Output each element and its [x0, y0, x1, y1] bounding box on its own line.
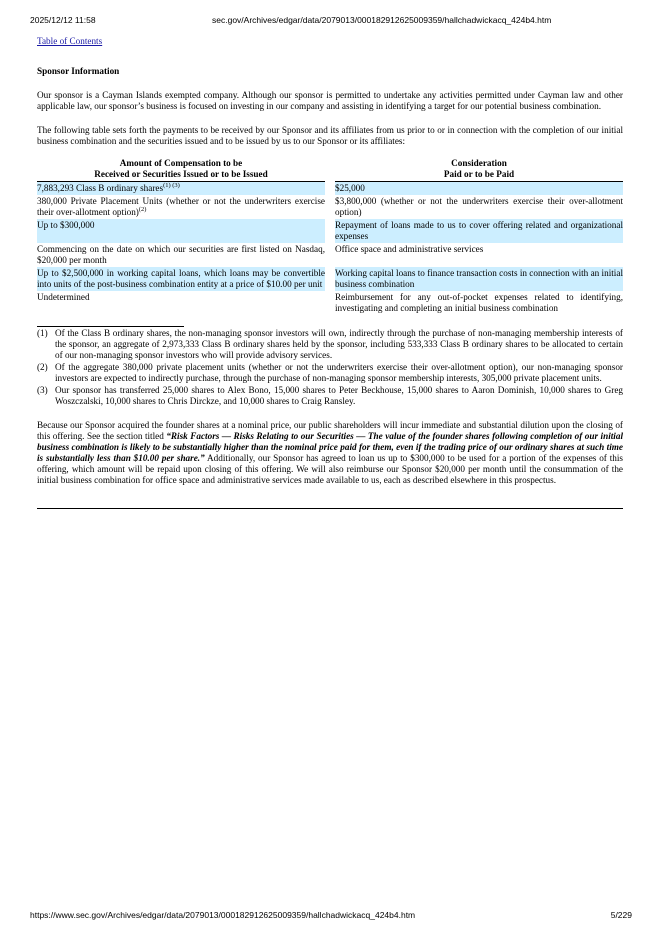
footnote: [37, 385, 623, 407]
page-end-divider: [37, 508, 623, 509]
table-cell: Up to $300,000: [37, 219, 325, 243]
compensation-table: [37, 158, 623, 315]
column-header-line: Paid or to be Paid: [443, 169, 515, 179]
footnote-divider: [37, 326, 184, 327]
dilution-paragraph: Because our Sponsor acquired the founder shares at a nominal price, our public shareholders will incur immediate and substantial dilution upon the closing of this offering. See the section titled “Risk Factors — Risks Relating to our Securities — The value of the founder shares following completion of our initial business combination is likely to be substantially higher than the nominal price paid for them, even if the trading price of our ordinary shares at such time is substantially less than $10.00 per share.” Additionally, our Sponsor has agreed to loan us up to $300,000 to be used for a portion of the expenses of this offering, which amount will be repaid upon closing of this offering. We will also reimburse our Sponsor $20,000 per month until the consummation of the initial business combination for office space and administrative services made available to us, each as described elsewhere in this prospectus.: [37, 420, 624, 485]
table-cell: Undetermined: [37, 292, 90, 302]
table-row: [37, 267, 623, 291]
print-timestamp: 2025/12/12 11:58: [30, 15, 96, 25]
document-body: [37, 36, 623, 509]
table-row: [37, 243, 623, 267]
table-cell: 380,000 Private Placement Units (whether or not the underwriters exercise their over-allotment option)$^{(2)}$: [37, 196, 325, 217]
column-header-consideration: [335, 158, 623, 182]
table-cell: $3,800,000 (whether or not the underwriters exercise their over-allotment option): [335, 196, 623, 217]
table-cell: Up to $2,500,000 in working capital loans, which loans may be convertible into units of the post-business combination entity at a price of $10.00 per unit: [37, 268, 325, 289]
footnote-text: Our sponsor has transferred 25,000 shares to Alex Bono, 15,000 shares to Peter Beckhouse, 15,000 shares to Aaron Dominish, 10,000 shares to Greg Woszczalski, 10,000 shares to Chris Dirckze, and 10,000 shares to Craig Ransley.: [55, 385, 623, 406]
footnote-number: (1): [37, 328, 48, 338]
section-heading: Sponsor Information: [37, 66, 120, 76]
footnote: [37, 328, 623, 361]
table-cell: $25,000: [335, 182, 623, 196]
table-cell: Office space and administrative services: [335, 244, 484, 254]
table-cell: Repayment of loans made to us to cover offering related and organizational expenses: [335, 220, 623, 241]
table-row: [37, 291, 623, 315]
table-row: [37, 219, 623, 243]
table-cell: Working capital loans to finance transaction costs in connection with an initial business combination: [335, 268, 623, 289]
footnote-number: (2): [37, 362, 48, 372]
table-row: [37, 182, 623, 196]
risk-factor-reference: “Risk Factors — Risks Relating to our Securities — The value of the founder shares following completion of our initial business combination is likely to be substantially higher than the nominal price paid for them, even if the trading price of our ordinary shares at such time is substantially less than $10.00 per share.”: [37, 431, 624, 463]
footnote-number: (3): [37, 385, 48, 395]
footnote: [37, 362, 623, 384]
table-of-contents-link[interactable]: Table of Contents: [37, 36, 103, 46]
table-row: [37, 195, 623, 219]
column-header-line: Amount of Compensation to be: [119, 158, 243, 168]
sponsor-paragraph: Our sponsor is a Cayman Islands exempted company. Although our sponsor is permitted to undertake any activities permitted under Cayman law and other applicable law, our sponsor’s business is focused on investing in our company and assisting in identifying a target for our potential business combination.: [37, 90, 623, 111]
page-counter: 5/229: [610, 910, 632, 920]
table-cell: Commencing on the date on which our securities are first listed on Nasdaq, $20,000 per month: [37, 244, 325, 265]
footnote-text: Of the aggregate 380,000 private placement units (whether or not the underwriters exercise their over-allotment option), our non-managing sponsor investors are expected to indirectly purchase, through the purchase of non-managing sponsor membership interests, 305,000 private placement units.: [55, 362, 623, 383]
footnote-text: Of the Class B ordinary shares, the non-managing sponsor investors will own, indirectly through the purchase of non-managing membership interests of the sponsor, an aggregate of 2,973,333 Class B ordinary shares held by the sponsor, including 533,333 Class B ordinary shares to be allocated to certain of our non-managing sponsor investors who will provide advisory services.: [55, 328, 623, 360]
table-intro-paragraph: The following table sets forth the payments to be received by our Sponsor and its affiliates from us prior to or in connection with the completion of our initial business combination and the securities issued and to be issued by us to our Sponsor or its affiliates:: [37, 125, 623, 146]
print-footer-url: https://www.sec.gov/Archives/edgar/data/2079013/000182912625009359/hallchadwickacq_424b4.htm: [30, 910, 416, 920]
print-title-url: sec.gov/Archives/edgar/data/2079013/000182912625009359/hallchadwickacq_424b4.htm: [212, 15, 552, 25]
column-header-line: Consideration: [451, 158, 507, 168]
table-cell: 7,883,293 Class B ordinary shares$^{(1) (3)}$: [37, 182, 325, 196]
column-header-compensation: [37, 158, 325, 182]
table-cell: Reimbursement for any out-of-pocket expenses related to identifying, investigating and completing an initial business combination: [335, 292, 623, 313]
column-header-line: Received or Securities Issued or to be Issued: [94, 169, 268, 179]
